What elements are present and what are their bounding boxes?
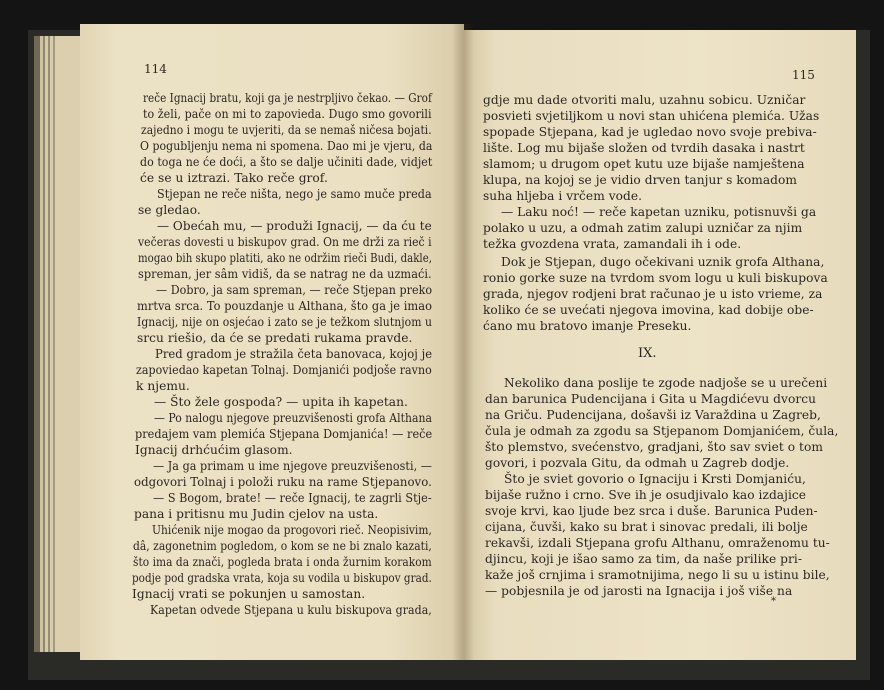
right-line: rekavši, izdali Stjepana grofu Althanu, omraženomu tu- (485, 536, 830, 550)
left-line: dâ, zagonetnim pogledom, o kom se ne bi znalo kazati, (133, 539, 432, 553)
right-line: kaže još crnjima i sramotnijima, nego li su u istinu bile, (485, 568, 830, 582)
left-line: Ignacij drhćućim glasom. (135, 443, 293, 457)
book-gutter (452, 24, 474, 660)
left-line: reče Ignacij bratu, koji ga je nestrpljivo čekao. — Grof (143, 91, 432, 105)
right-line: dan barunica Pudencijana i Gita u Magdićevu dvorcu (485, 392, 817, 406)
left-line: predajem vam plemića Stjepana Domjanića! — reče (135, 427, 433, 441)
left-page-number: 114 (144, 62, 167, 76)
right-line: — pobjesnila je od jarosti na Ignacija i još više na (485, 584, 793, 598)
right-line: koliko će se uvećati njegova imovina, kad dobije obe- (483, 303, 814, 317)
right-line: slamom; u drugom opet kutu uze bijaše namještena (483, 157, 805, 171)
right-line: Nekoliko dana poslije te zgode nadjoše se u urečeni (504, 376, 828, 390)
right-line: djincu, koji je išao samo za tim, da naše prilike pri- (485, 552, 803, 566)
right-line: govori, i pozvala Gitu, da odmah u Zagreb dodje. (485, 456, 790, 470)
left-line: Uhićenik nije mogao da progovori rieč. Neopisivim, (152, 523, 432, 537)
left-line: podje pod gradska vrata, koja su vodila u biskupov grad. (132, 571, 432, 585)
left-line: Stjepan ne reče ništa, nego je samo muče preda (157, 187, 432, 201)
left-line: Ignacij vrati se pokunjen u samostan. (132, 587, 366, 601)
left-line: — Po nalogu njegove preuzvišenosti grofa Althana (154, 411, 433, 425)
left-line: — S Bogom, brate! — reče Ignacij, te zagrli Stje- (153, 491, 432, 505)
right-line: suha hljeba i vrčem vode. (483, 189, 643, 203)
left-line: Kapetan odvede Stjepana u kulu biskupova grada, (150, 603, 432, 617)
left-line: — Ja ga primam u ime njegove preuzvišenosti, — (153, 459, 432, 473)
left-line: mrtva srca. To pouzdanje u Althana, što ga je imao (137, 299, 432, 313)
left-line: — Dobro, ja sam spreman, — reče Stjepan preko (156, 283, 433, 297)
chapter-heading: IX. (638, 346, 657, 361)
left-line: O pogubljenju nema ni spomena. Dao mi je vjeru, da (140, 139, 433, 153)
left-line: k njemu. (136, 379, 190, 393)
left-line: se gledao. (138, 203, 201, 217)
right-line: Dok je Stjepan, dugo očekivani uznik grofa Althana, (501, 255, 825, 269)
signature-mark: * (771, 596, 776, 607)
left-line: Ignacij, nije on osjećao i zato se je težkom slutnjom u (137, 315, 433, 329)
left-line: mogao bih skupo platiti, ako ne održim rieči Budi, dakle, (138, 251, 433, 265)
right-line: cijana, čuvši, kako su brat i sinovac predali, ili bolje (485, 520, 808, 534)
left-line: Pred gradom je stražila četa banovaca, kojoj je (155, 347, 433, 361)
left-line: što ima da znači, pogleda brata i onda žurnim korakom (133, 555, 432, 569)
right-line: klupa, na kojoj se je vidio drven tanjur s komadom (483, 173, 797, 187)
right-line: — Laku noć! — reče kapetan uzniku, potisnuvši ga (501, 205, 817, 219)
right-line: Što je sviet govorio o Ignaciju i Krsti Domjaniću, (504, 472, 806, 486)
left-line: spreman, jer sâm vidiš, da se natrag ne da uzmaći. (138, 267, 432, 281)
right-line: grada, njegov rodjeni brat računao je u isto vrieme, za (483, 287, 823, 301)
right-line: na Griču. Pudencijana, došavši iz Varaždina u Zagreb, (485, 408, 821, 422)
left-line: večeras dovesti u biskupov grad. On me drži za rieč i (138, 235, 432, 249)
left-line: srcu riešio, da će se predati rukama pravde. (137, 331, 413, 345)
left-line: odgovori Tolnaj i položi ruku na rame Stjepanovo. (134, 475, 432, 489)
right-line: težka gvozdena vrata, zamandali ih i ode. (483, 237, 742, 251)
right-line: što plemstvo, svećenstvo, gradjani, što sav sviet o tom (485, 440, 823, 454)
right-line: ronio gorke suze na tvrdom svom logu u kuli biskupova (483, 271, 828, 285)
left-line: — Obećah mu, — produži Ignacij, — da ću te (157, 219, 432, 233)
right-line: ćano mu bratovo imanje Preseku. (483, 319, 692, 333)
right-page-number: 115 (792, 68, 815, 82)
right-line: bijaše ružno i crno. Sve ih je osudjivalo kao izdajice (485, 488, 807, 502)
left-line: će se u iztrazi. Tako reče grof. (140, 171, 328, 185)
right-line: lište. Log mu bijaše složen od tvrdih dasaka i nastrt (483, 141, 805, 155)
left-line: pana i pritisnu mu Judin cjelov na usta. (134, 507, 379, 521)
right-line: polako u uzu, a odmah zatim zalupi uzničar za njim (483, 221, 803, 235)
left-line: do toga ne će doći, a što se dalje učiniti dade, vidjet (140, 155, 433, 169)
left-line: zapoviedao kapetan Tolnaj. Domjanići podjoše ravno (136, 363, 432, 377)
right-line: posvieti svjetiljkom u novi stan uhićena plemića. Užas (483, 109, 820, 123)
left-line: zajedno i mogu te uvjeriti, da se nemaš ničesa bojati. (141, 123, 432, 137)
right-line: svoje krvi, kao ljude bez srca i duše. Barunica Puden- (485, 504, 818, 518)
left-line: to želi, pače on mi to zapovieda. Dugo smo govorili (143, 107, 432, 121)
right-line: spopade Stjepana, kad je ugledao novo svoje prebiva- (483, 125, 817, 139)
left-line: — Što žele gospoda? — upita ih kapetan. (154, 395, 408, 409)
right-line: gdje mu dade otvoriti malu, uzahnu sobicu. Uzničar (483, 93, 806, 107)
right-line: čula je odmah za zgodu sa Stjepanom Domjanićem, čula, (485, 424, 839, 438)
